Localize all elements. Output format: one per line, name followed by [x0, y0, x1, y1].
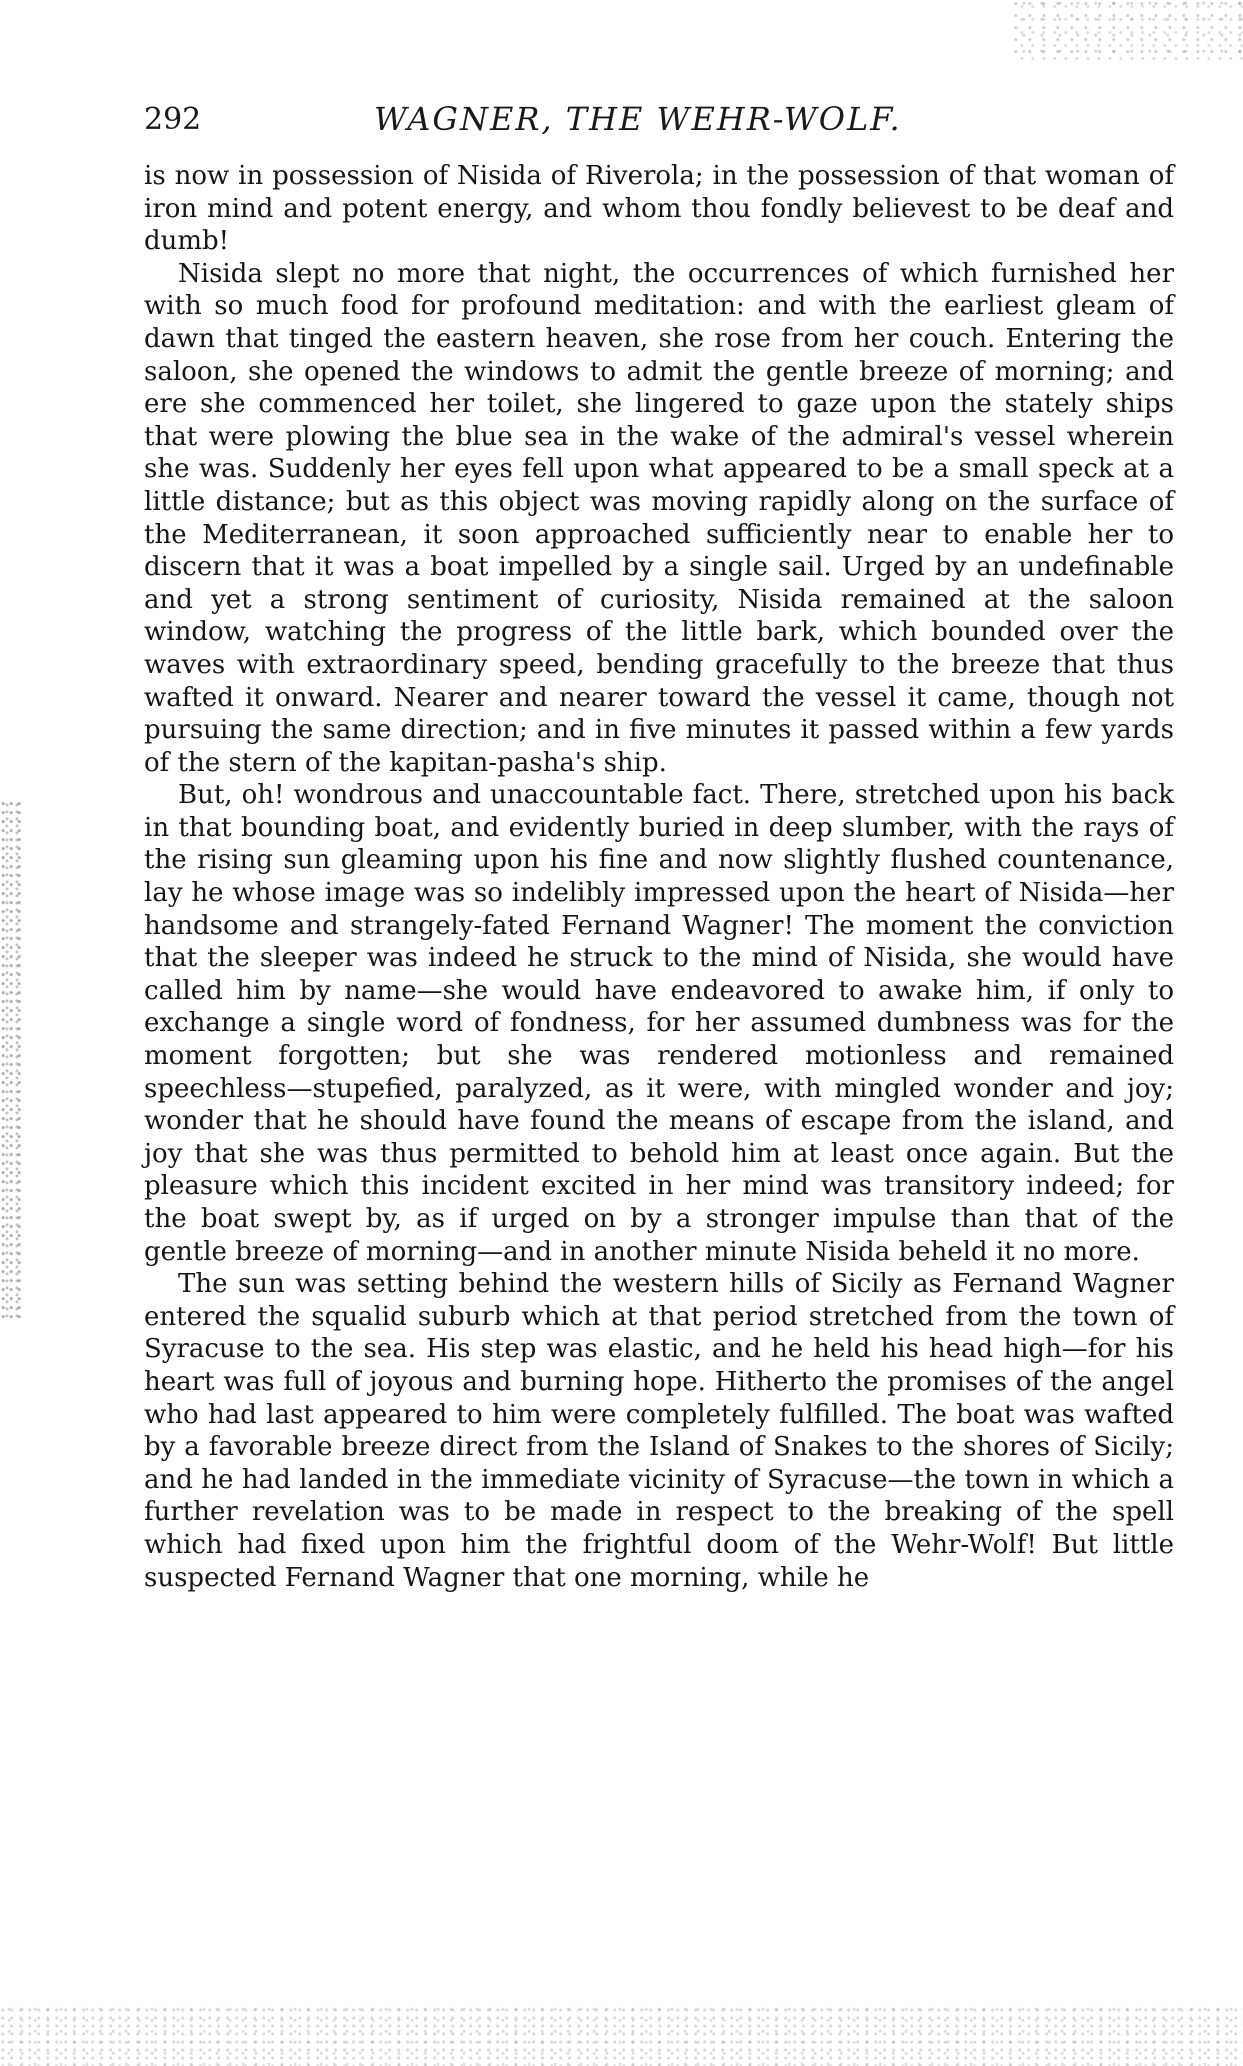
running-title: WAGNER, THE WEHR-WOLF.: [374, 100, 902, 138]
paragraph-continued: is now in possession of Nisida of Riverola; in the possession of that woman of iron mind and potent energy, and whom thou fondly believest to be deaf and dumb!: [144, 161, 1174, 257]
page-number: 292: [144, 102, 202, 137]
page-speckle-top: [1013, 0, 1243, 60]
paragraph: But, oh! wondrous and unaccountable fact. There, stretched upon his back in that bounding boat, and evidently buried in deep slumber, with the rays of the rising sun gleaming upon his fine and now slightly flushed countenance, lay he whose image was so indelibly impressed upon the heart of Nisida—her handsome and strangely-fated Fernand Wagner! The moment the conviction that the sleeper was indeed he struck to the mind of Nisida, she would have called him by name—she would have endeavored to awake him, if only to exchange a single word of fondness, for her assumed dumbness was for the moment forgotten; but she was rendered motionless and remained speechless—stupefied, paralyzed, as it were, with mingled wonder and joy; wonder that he should have found the means of escape from the island, and joy that she was thus permitted to behold him at least once again. But the pleasure which this incident excited in her mind was transitory indeed; for the boat swept by, as if urged on by a stronger impulse than that of the gentle breeze of morning—and in another minute Nisida beheld it no more.: [144, 780, 1174, 1267]
page-speckle-left: [0, 800, 22, 1320]
body-text: [144, 160, 1174, 1594]
page-header: [144, 96, 1184, 146]
page-speckle-bottom: [0, 2006, 1243, 2066]
paragraph: Nisida slept no more that night, the occurrences of which furnished her with so much food for profound meditation: and with the earliest gleam of dawn that tinged the eastern heaven, she rose from her couch. Entering the saloon, she opened the windows to admit the gentle breeze of morning; and ere she commenced her toilet, she lingered to gaze upon the stately ships that were plowing the blue sea in the wake of the admiral's vessel wherein she was. Suddenly her eyes fell upon what appeared to be a small speck at a little distance; but as this object was moving rapidly along on the surface of the Mediterranean, it soon approached sufficiently near to enable her to discern that it was a boat impelled by a single sail. Urged by an undefinable and yet a strong sentiment of curiosity, Nisida remained at the saloon window, watching the progress of the little bark, which bounded over the waves with extraordinary speed, bending gracefully to the breeze that thus wafted it onward. Nearer and nearer toward the vessel it came, though not pursuing the same direction; and in five minutes it passed within a few yards of the stern of the kapitan-pasha's ship.: [144, 258, 1174, 778]
paragraph: The sun was setting behind the western hills of Sicily as Fernand Wagner entered the squalid suburb which at that period stretched from the town of Syracuse to the sea. His step was elastic, and he held his head high—for his heart was full of joyous and burning hope. Hitherto the promises of the angel who had last appeared to him were completely fulfilled. The boat was wafted by a favorable breeze direct from the Island of Snakes to the shores of Sicily; and he had landed in the immediate vicinity of Syracuse—the town in which a further revelation was to be made in respect to the breaking of the spell which had fixed upon him the frightful doom of the Wehr-Wolf! But little suspected Fernand Wagner that one morning, while he: [144, 1269, 1174, 1593]
